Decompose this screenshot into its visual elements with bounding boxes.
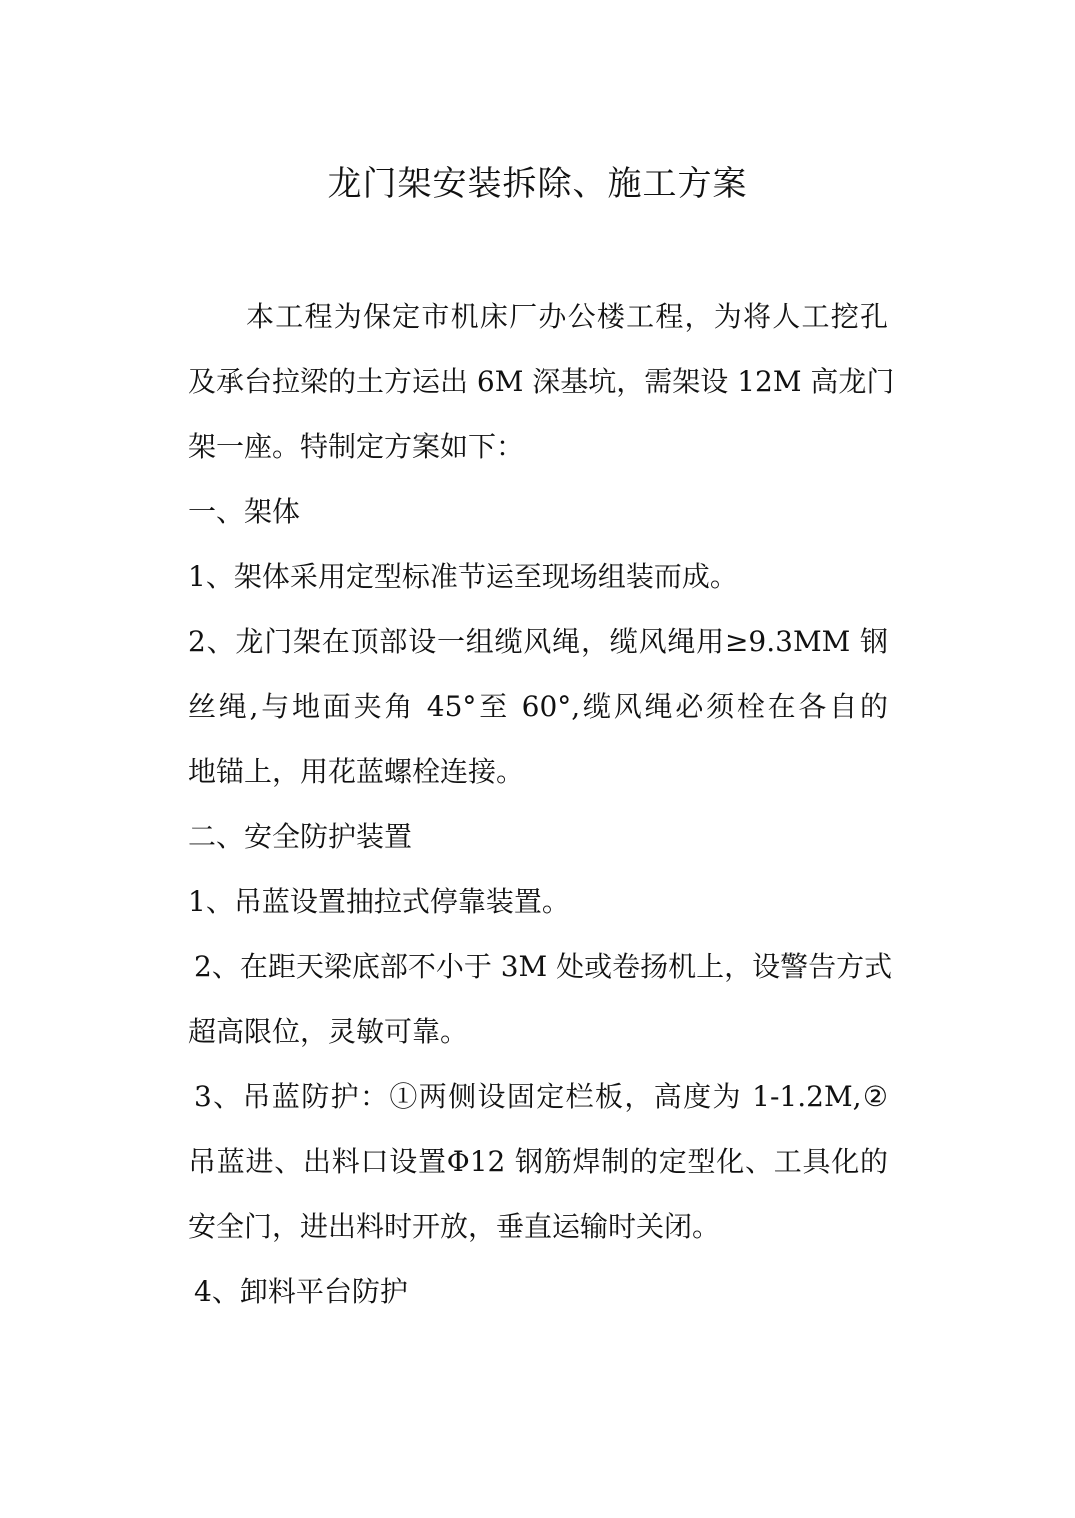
document-body [188,284,895,1324]
section-heading: 一、架体 [188,495,301,528]
text-line: 丝绳,与地面夹角 45°至 60°,缆风绳必须栓在各自的 [188,690,888,723]
text-line: 4、卸料平台防护 [194,1275,408,1308]
text-line: 3、吊蓝防护：①两侧设固定栏板，高度为 1-1.2M,② [194,1080,888,1113]
text-line: 架一座。特制定方案如下： [188,430,525,463]
frame-item-1 [188,544,888,609]
text-line: 1、吊蓝设置抽拉式停靠装置。 [188,885,570,918]
text-line: 本工程为保定市机床厂办公楼工程，为将人工挖孔 [246,300,888,333]
text-line: 安全门，进出料时开放，垂直运输时关闭。 [188,1210,721,1243]
document-title: 龙门架安装拆除、施工方案 [327,164,748,204]
intro-paragraph-cont [188,349,895,479]
text-line: 地锚上，用花蓝螺栓连接。 [188,755,525,788]
text-line: 2、在距天梁底部不小于 3M 处或卷扬机上，设警告方式 [194,950,893,983]
text-line: 及承台拉梁的土方运出 6M 深基坑，需架设 12M 高龙门 [188,365,895,398]
text-line: 1、架体采用定型标准节运至现场组装而成。 [188,560,738,593]
safety-item-3 [188,1064,888,1259]
text-line: 吊蓝进、出料口设置Φ12 钢筋焊制的定型化、工具化的 [188,1145,888,1178]
text-line: 超高限位，灵敏可靠。 [188,1015,469,1048]
section-heading: 二、安全防护装置 [188,820,413,853]
section-heading-safety [188,804,888,869]
frame-item-2 [188,609,888,804]
section-heading-frame [188,479,888,544]
text-line: 2、龙门架在顶部设一组缆风绳，缆风绳用≥9.3MM 钢 [188,625,888,658]
safety-item-4 [188,1259,888,1324]
safety-item-2 [188,934,893,1064]
safety-item-1 [188,869,888,934]
intro-paragraph [188,284,888,349]
